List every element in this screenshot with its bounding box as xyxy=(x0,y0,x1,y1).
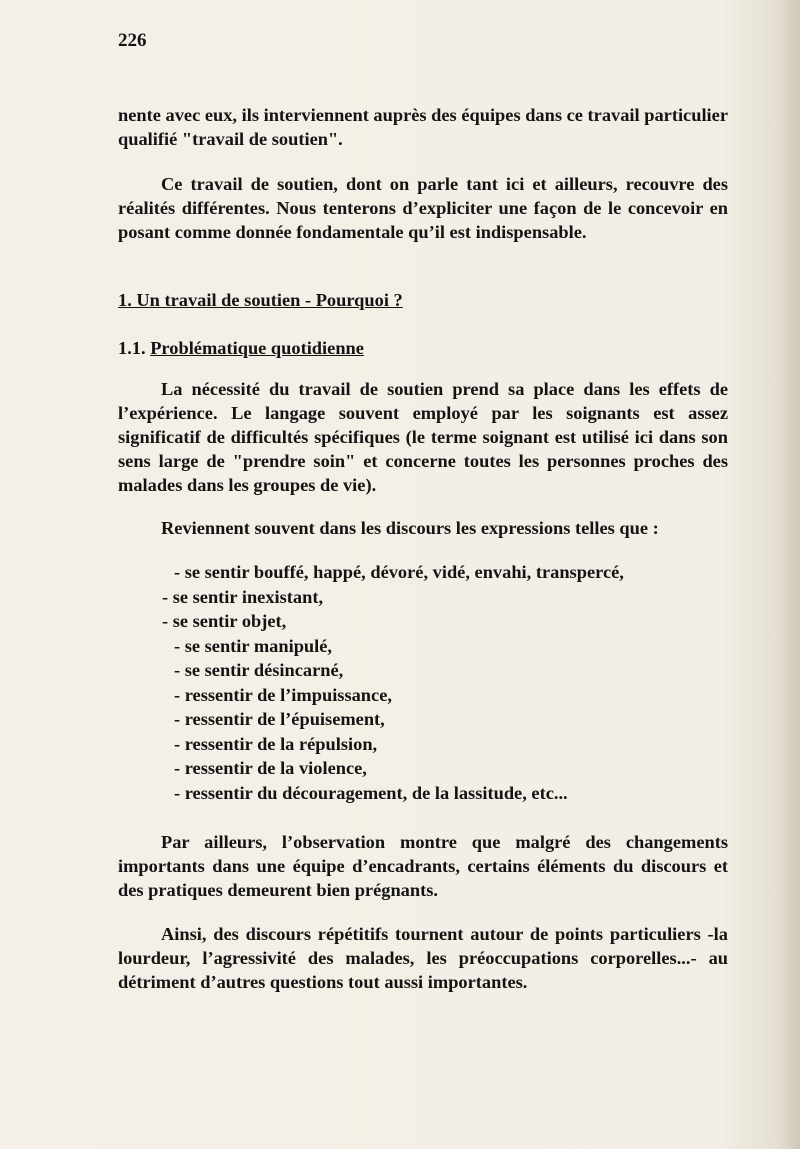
paragraph-4: Par ailleurs, l’observation montre que malgré des changements importants dans une équipe d’encadrants, certains éléments du discours et des pratiques demeurent bien prégnants. xyxy=(118,832,728,900)
list-item: - se sentir inexistant, xyxy=(162,586,324,607)
page-number: 226 xyxy=(118,30,147,51)
paragraph-5: Ainsi, des discours répétitifs tournent autour de points particuliers -la lourdeur, l’agressivité des malades, les préoccupations corporelles...- au détriment d’autres questions tout aussi importantes. xyxy=(118,924,728,992)
list-item: - se sentir objet, xyxy=(162,611,287,631)
list-item: - ressentir de l’épuisement, xyxy=(174,709,385,729)
expression-list xyxy=(162,560,624,805)
list-item: - se sentir manipulé, xyxy=(174,635,333,656)
intro-paragraph: nente avec eux, ils interviennent auprès des équipes dans ce travail particulier qualifié "travail de soutien". xyxy=(118,105,728,149)
subsection-label: Problématique quotidienne xyxy=(150,338,364,358)
list-item: - se sentir bouffé, happé, dévoré, vidé, envahi, transpercé, xyxy=(174,562,624,582)
list-item: - se sentir désincarné, xyxy=(174,660,344,680)
list-item: - ressentir de la violence, xyxy=(174,758,367,778)
list-item: - ressentir de l’impuissance, xyxy=(174,684,392,705)
paragraph-3: La nécessité du travail de soutien prend sa place dans les effets de l’expérience. Le langage souvent employé par les soignants est assez significatif de difficultés spécifiques (le terme soignant est utilisé ici dans son sens large de "prendre soin" et concerne toutes les personnes proches des malades dans les groupes de vie). xyxy=(118,379,728,495)
list-item: - ressentir de la répulsion, xyxy=(174,733,378,754)
section-title: 1. Un travail de soutien - Pourquoi ? xyxy=(118,290,403,310)
subsection-number: 1.1. xyxy=(118,338,146,358)
subsection-title xyxy=(118,336,728,360)
paragraph-2: Ce travail de soutien, dont on parle tant ici et ailleurs, recouvre des réalités différentes. Nous tenterons d’expliciter une façon de le concevoir en posant comme donnée fondamentale qu’il est indispensable. xyxy=(118,174,728,242)
list-item: - ressentir du découragement, de la lassitude, etc... xyxy=(174,782,568,803)
list-intro: Reviennent souvent dans les discours les expressions telles que : xyxy=(161,518,659,538)
